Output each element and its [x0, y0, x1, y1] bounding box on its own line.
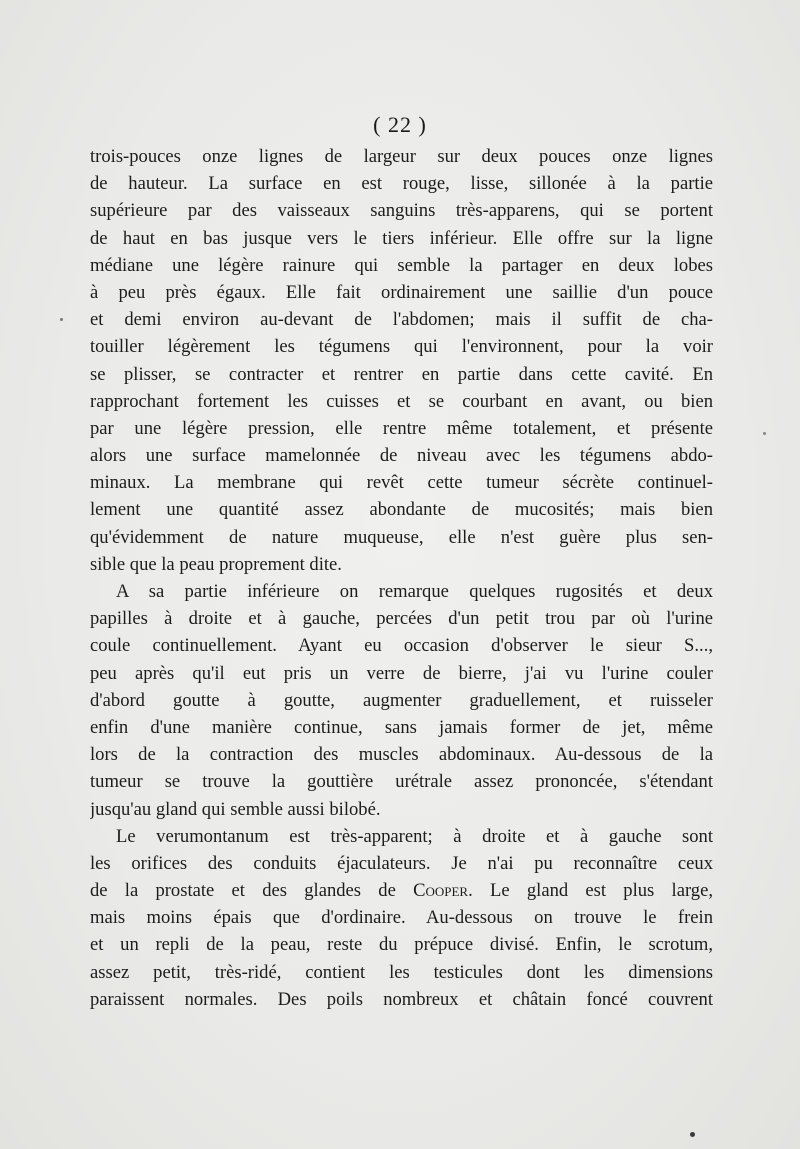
text-line: peu après qu'il eut pris un verre de bierre, j'ai vu l'urine couler — [90, 662, 713, 684]
text-line: médiane une légère rainure qui semble la partager en deux lobes — [90, 254, 713, 276]
text-line: lement une quantité assez abondante de mucosités; mais bien — [90, 499, 713, 521]
text-line: supérieure par des vaisseaux sanguins très-apparens, qui se portent — [90, 200, 713, 222]
proper-name: Cooper. — [413, 880, 473, 902]
text-line: touiller légèrement les tégumens qui l'environnent, pour la voir — [90, 336, 713, 358]
text-line: de haut en bas jusque vers le tiers inférieur. Elle offre sur la ligne — [90, 227, 713, 249]
text-line: rapprochant fortement les cuisses et se courbant en avant, ou bien — [90, 390, 713, 412]
text-line: A sa partie inférieure on remarque quelques rugosités et deux — [116, 581, 713, 602]
text-line: enfin d'une manière continue, sans jamais former de jet, même — [90, 716, 713, 738]
text-line: et un repli de la peau, reste du prépuce divisé. Enfin, le scrotum, — [90, 934, 713, 956]
text-line: se plisser, se contracter et rentrer en partie dans cette cavité. En — [90, 363, 713, 385]
text-line: par une légère pression, elle rentre même totalement, et présente — [90, 417, 713, 439]
text-fragment: Le gland est plus large, — [490, 880, 713, 902]
text-line: d'abord goutte à goutte, augmenter graduellement, et ruisseler — [90, 689, 713, 711]
text-line: à peu près égaux. Elle fait ordinairement une saillie d'un pouce — [90, 281, 713, 303]
paper-speck — [763, 432, 766, 435]
text-line: alors une surface mamelonnée de niveau avec les tégumens abdo- — [90, 445, 713, 467]
text-line: les orifices des conduits éjaculateurs. Je n'ai pu reconnaître ceux — [90, 852, 713, 874]
text-line: jusqu'au gland qui semble aussi bilobé. — [90, 798, 381, 820]
text-line: tumeur se trouve la gouttière urétrale assez prononcée, s'étendant — [90, 771, 713, 793]
text-line: qu'évidemment de nature muqueuse, elle n'est guère plus sen- — [90, 526, 713, 548]
text-line: sible que la peau proprement dite. — [90, 553, 342, 575]
text-line: et demi environ au-devant de l'abdomen; mais il suffit de cha- — [90, 309, 713, 331]
text-line: lors de la contraction des muscles abdominaux. Au-dessous de la — [90, 744, 713, 766]
text-line: papilles à droite et à gauche, percées d'un petit trou par où l'urine — [90, 608, 713, 630]
body-text — [90, 143, 713, 1013]
text-line: Le verumontanum est très-apparent; à droite et à gauche sont — [116, 825, 713, 847]
paper-speck — [690, 1132, 695, 1137]
text-line: minaux. La membrane qui revêt cette tumeur sécrète continuel- — [90, 472, 713, 494]
text-line: trois-pouces onze lignes de largeur sur deux pouces onze lignes — [90, 146, 713, 167]
text-line-with-name — [90, 877, 713, 904]
paper-speck — [60, 318, 63, 321]
text-line: coule continuellement. Ayant eu occasion d'observer le sieur S..., — [90, 635, 713, 657]
text-line: paraissent normales. Des poils nombreux et châtain foncé couvrent — [90, 988, 713, 1010]
text-line: assez petit, très-ridé, contient les testicules dont les dimensions — [90, 961, 713, 983]
text-line: de hauteur. La surface en est rouge, lisse, sillonée à la partie — [90, 173, 713, 195]
page-number: ( 22 ) — [373, 112, 427, 137]
text-line: mais moins épais que d'ordinaire. Au-dessous on trouve le frein — [90, 907, 713, 929]
text-fragment: de la prostate et des glandes de — [90, 880, 396, 902]
